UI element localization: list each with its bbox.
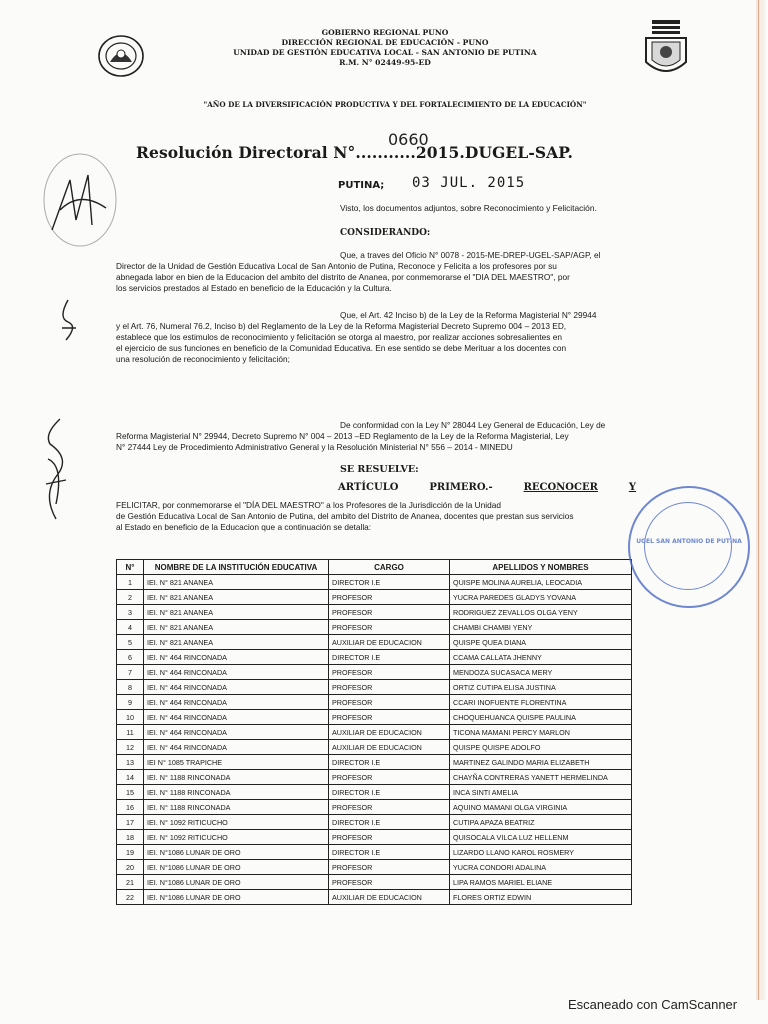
institution-cell: IEI. N° 464 RINCONADA — [144, 740, 329, 755]
paragraph-line: FELICITAR, por conmemorarse el "DÍA DEL MAESTRO" a los Profesores de la Jurisdicción de la Unidad — [116, 500, 501, 510]
name-cell: FLORES ORTIZ EDWIN — [450, 890, 632, 905]
article-word: Y — [628, 482, 636, 493]
row-number-cell: 21 — [117, 875, 144, 890]
table-row — [117, 845, 632, 860]
row-number-cell: 10 — [117, 710, 144, 725]
institution-cell: IEI. N° 821 ANANEA — [144, 575, 329, 590]
name-cell: QUISPE MOLINA AURELIA, LEOCADIA — [450, 575, 632, 590]
position-cell: AUXILIAR DE EDUCACION — [329, 890, 450, 905]
title-suffix: 2015.DUGEL-SAP. — [415, 143, 573, 162]
column-header: N° — [117, 560, 144, 575]
row-number-cell: 15 — [117, 785, 144, 800]
resuelve-heading: SE RESUELVE: — [340, 464, 419, 475]
article-word: ARTÍCULO — [338, 482, 399, 493]
table-row — [117, 815, 632, 830]
position-cell: PROFESOR — [329, 665, 450, 680]
column-header: CARGO — [329, 560, 450, 575]
position-cell: DIRECTOR I.E — [329, 815, 450, 830]
paragraph-line: Director de la Unidad de Gestión Educativa Local de San Antonio de Putina, Reconoce y Felicita a los profesores por su — [116, 261, 557, 271]
table-row — [117, 725, 632, 740]
institution-cell: IEI. N° 1092 RITICUCHO — [144, 815, 329, 830]
name-cell: MENDOZA SUCASACA MERY — [450, 665, 632, 680]
visto-text: Visto, los documentos adjuntos, sobre Reconocimiento y Felicitación. — [340, 203, 597, 213]
title-prefix: Resolución Directoral N° — [136, 143, 356, 162]
title-dots: ........... — [355, 143, 416, 162]
row-number-cell: 16 — [117, 800, 144, 815]
institution-cell: IEI. N° 464 RINCONADA — [144, 725, 329, 740]
position-cell: DIRECTOR I.E — [329, 650, 450, 665]
row-number-cell: 1 — [117, 575, 144, 590]
position-cell: PROFESOR — [329, 875, 450, 890]
stamp-inner-ring — [644, 502, 732, 590]
institution-cell: IEI. N° 464 RINCONADA — [144, 680, 329, 695]
letterhead-line: R.M. N° 02449-95-ED — [339, 58, 431, 67]
table-row — [117, 770, 632, 785]
place-label: PUTINA; — [338, 180, 385, 191]
position-cell: DIRECTOR I.E — [329, 575, 450, 590]
row-number-cell: 14 — [117, 770, 144, 785]
table-row — [117, 710, 632, 725]
position-cell: PROFESOR — [329, 590, 450, 605]
row-number-cell: 12 — [117, 740, 144, 755]
position-cell: PROFESOR — [329, 710, 450, 725]
name-cell: TICONA MAMANI PERCY MARLON — [450, 725, 632, 740]
paragraph-line: abnegada labor en bien de la Educacion del ambito del distrito de Ananea, por conmemorarse el "DIA DEL MAESTRO", por — [116, 272, 570, 282]
institution-cell: IEI. N° 821 ANANEA — [144, 605, 329, 620]
position-cell: PROFESOR — [329, 770, 450, 785]
position-cell: PROFESOR — [329, 860, 450, 875]
institution-cell: IEI. N° 821 ANANEA — [144, 620, 329, 635]
institution-cell: IEI. N° 821 ANANEA — [144, 635, 329, 650]
margin-initial — [56, 298, 80, 347]
resolution-number: 0660 — [388, 130, 429, 149]
article-word: RECONOCER — [523, 482, 598, 493]
institution-cell: IEI. N° 464 RINCONADA — [144, 665, 329, 680]
table-row — [117, 860, 632, 875]
paragraph-line: una resolución de reconocimiento y felicitación; — [116, 354, 290, 364]
letterhead — [190, 28, 580, 68]
margin-signature — [36, 414, 76, 529]
table-row — [117, 620, 632, 635]
table-row — [117, 785, 632, 800]
row-number-cell: 19 — [117, 845, 144, 860]
article-word: PRIMERO.- — [429, 482, 493, 493]
institution-cell: IEI N° 1085 TRAPICHE — [144, 755, 329, 770]
position-cell: AUXILIAR DE EDUCACION — [329, 740, 450, 755]
institution-cell: IEI. N°1086 LUNAR DE ORO — [144, 875, 329, 890]
institution-cell: IEI. N° 464 RINCONADA — [144, 710, 329, 725]
scanner-watermark: Escaneado con CamScanner — [568, 997, 738, 1012]
date-stamp: 03 JUL. 2015 — [412, 175, 526, 191]
position-cell: DIRECTOR I.E — [329, 785, 450, 800]
paragraph-conformidad — [116, 420, 632, 453]
name-cell: RODRIGUEZ ZEVALLOS OLGA YENY — [450, 605, 632, 620]
position-cell: PROFESOR — [329, 800, 450, 815]
considerando-heading: CONSIDERANDO: — [340, 228, 431, 238]
row-number-cell: 13 — [117, 755, 144, 770]
name-cell: CUTIPA APAZA BEATRIZ — [450, 815, 632, 830]
institution-cell: IEI. N°1086 LUNAR DE ORO — [144, 890, 329, 905]
paragraph-line: Que, a traves del Oficio N° 0078 - 2015-ME-DREP-UGEL-SAP/AGP, el — [340, 250, 601, 260]
table-row — [117, 650, 632, 665]
name-cell: MARTINEZ GALINDO MARIA ELIZABETH — [450, 755, 632, 770]
row-number-cell: 18 — [117, 830, 144, 845]
paragraph-line: y el Art. 76, Numeral 76.2, Inciso b) del Reglamento de la Ley de la Reforma Magisterial Decreto Supremo 004 – 2013 ED, — [116, 321, 567, 331]
name-cell: QUISOCALA VILCA LUZ HELLENM — [450, 830, 632, 845]
institution-cell: IEI. N° 1188 RINCONADA — [144, 800, 329, 815]
position-cell: AUXILIAR DE EDUCACION — [329, 725, 450, 740]
paragraph-line: al Estado en beneficio de la Educacion que a continuación se detalla: — [116, 522, 372, 532]
year-motto: "AÑO DE LA DIVERSIFICACIÓN PRODUCTIVA Y DEL FORTALECIMIENTO DE LA EDUCACIÓN" — [203, 100, 587, 109]
position-cell: PROFESOR — [329, 680, 450, 695]
table-row — [117, 575, 632, 590]
name-cell: CHOQUEHUANCA QUISPE PAULINA — [450, 710, 632, 725]
table-row — [117, 755, 632, 770]
name-cell: CHAYÑA CONTRERAS YANETT HERMELINDA — [450, 770, 632, 785]
row-number-cell: 7 — [117, 665, 144, 680]
row-number-cell: 20 — [117, 860, 144, 875]
name-cell: CCARI INOFUENTE FLORENTINA — [450, 695, 632, 710]
row-number-cell: 8 — [117, 680, 144, 695]
table-header-row — [117, 560, 632, 575]
table-row — [117, 875, 632, 890]
position-cell: PROFESOR — [329, 695, 450, 710]
institution-cell: IEI. N° 1188 RINCONADA — [144, 785, 329, 800]
table-row — [117, 890, 632, 905]
institution-cell: IEI. N° 1092 RITICUCHO — [144, 830, 329, 845]
position-cell: PROFESOR — [329, 605, 450, 620]
row-number-cell: 3 — [117, 605, 144, 620]
row-number-cell: 4 — [117, 620, 144, 635]
row-number-cell: 6 — [117, 650, 144, 665]
stamp-text: UGEL SAN ANTONIO DE PUTINA — [636, 538, 742, 545]
institution-cell: IEI. N° 464 RINCONADA — [144, 650, 329, 665]
letterhead-line: UNIDAD DE GESTIÓN EDUCATIVA LOCAL - SAN ANTONIO DE PUTINA — [233, 48, 537, 57]
ugel-crest-logo — [642, 18, 690, 87]
teachers-table — [116, 559, 632, 905]
paragraph-ley — [116, 310, 632, 365]
name-cell: QUISPE QUEA DIANA — [450, 635, 632, 650]
table-row — [117, 695, 632, 710]
left-margin-stamp — [40, 150, 120, 255]
resolution-title — [136, 143, 573, 162]
table-row — [117, 800, 632, 815]
row-number-cell: 5 — [117, 635, 144, 650]
paragraph-oficio — [116, 250, 632, 294]
institution-cell: IEI. N° 1188 RINCONADA — [144, 770, 329, 785]
paragraph-line: De conformidad con la Ley N° 28044 Ley General de Educación, Ley de — [340, 420, 606, 430]
paragraph-line: establece que los estimulos de reconocimiento y felicitación se otorga al maestro, por realizar acciones sobresalientes en — [116, 332, 562, 342]
paragraph-felicitar — [116, 500, 632, 533]
name-cell: INCA SINTI AMELIA — [450, 785, 632, 800]
table-row — [117, 605, 632, 620]
table-row — [117, 665, 632, 680]
position-cell: PROFESOR — [329, 620, 450, 635]
row-number-cell: 17 — [117, 815, 144, 830]
name-cell: ORTIZ CUTIPA ELISA JUSTINA — [450, 680, 632, 695]
scan-edge — [756, 0, 768, 1000]
institution-cell: IEI. N° 464 RINCONADA — [144, 695, 329, 710]
table-row — [117, 680, 632, 695]
table-row — [117, 830, 632, 845]
name-cell: YUCRA CONDORI ADALINA — [450, 860, 632, 875]
paragraph-line: los servicios prestados al Estado en beneficio de la Educación y la Cultura. — [116, 283, 392, 293]
name-cell: CCAMA CALLATA JHENNY — [450, 650, 632, 665]
name-cell: AQUINO MAMANI OLGA VIRGINIA — [450, 800, 632, 815]
position-cell: DIRECTOR I.E — [329, 755, 450, 770]
institution-cell: IEI. N°1086 LUNAR DE ORO — [144, 860, 329, 875]
row-number-cell: 22 — [117, 890, 144, 905]
letterhead-line: GOBIERNO REGIONAL PUNO — [321, 28, 449, 37]
article-heading — [338, 482, 636, 493]
column-header: NOMBRE DE LA INSTITUCIÓN EDUCATIVA — [144, 560, 329, 575]
name-cell: LIPA RAMOS MARIEL ELIANE — [450, 875, 632, 890]
table-row — [117, 740, 632, 755]
letterhead-line: DIRECCIÓN REGIONAL DE EDUCACIÓN - PUNO — [281, 38, 489, 47]
table-row — [117, 590, 632, 605]
row-number-cell: 11 — [117, 725, 144, 740]
institution-cell: IEI. N° 821 ANANEA — [144, 590, 329, 605]
paragraph-line: Que, el Art. 42 Inciso b) de la Ley de la Reforma Magisterial N° 29944 — [340, 310, 597, 320]
table-row — [117, 635, 632, 650]
institution-cell: IEI. N°1086 LUNAR DE ORO — [144, 845, 329, 860]
position-cell: DIRECTOR I.E — [329, 845, 450, 860]
regional-government-logo — [96, 34, 146, 83]
name-cell: CHAMBI CHAMBI YENY — [450, 620, 632, 635]
name-cell: YUCRA PAREDES GLADYS YOVANA — [450, 590, 632, 605]
column-header: APELLIDOS Y NOMBRES — [450, 560, 632, 575]
official-stamp — [628, 486, 750, 608]
row-number-cell: 9 — [117, 695, 144, 710]
position-cell: AUXILIAR DE EDUCACION — [329, 635, 450, 650]
name-cell: LIZARDO LLANO KAROL ROSMERY — [450, 845, 632, 860]
paragraph-line: N° 27444 Ley de Procedimiento Administrativo General y la Resolución Ministerial N° 556 – 2014 - MINEDU — [116, 442, 513, 452]
paragraph-line: Reforma Magisterial N° 29944, Decreto Supremo N° 004 – 2013 –ED Reglamento de la Ley de la Reforma Magisterial, Ley — [116, 431, 569, 441]
name-cell: QUISPE QUISPE ADOLFO — [450, 740, 632, 755]
paragraph-line: el ejercicio de sus funciones en beneficio de la Comunidad Educativa. En ese sentido se debe Merituar a los docentes con — [116, 343, 567, 353]
paragraph-line: de Gestión Educativa Local de San Antonio de Putina, del ambito del Distrito de Ananea, docentes que prestan sus servicios — [116, 511, 574, 521]
row-number-cell: 2 — [117, 590, 144, 605]
position-cell: PROFESOR — [329, 830, 450, 845]
